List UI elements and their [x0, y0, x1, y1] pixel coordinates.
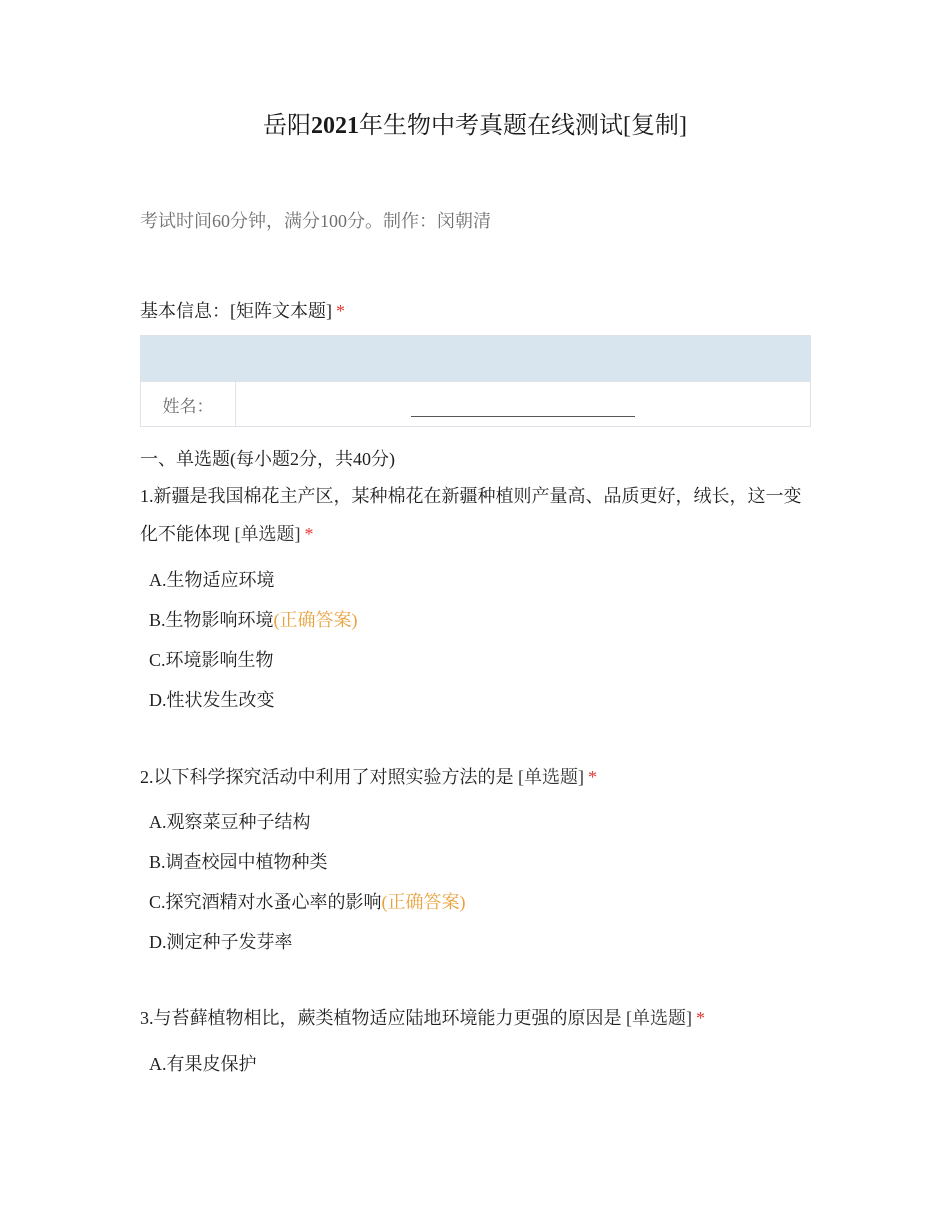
- name-input-cell: [236, 382, 811, 427]
- matrix-header-cell: [236, 336, 811, 382]
- question-type: [单选题]: [234, 524, 301, 544]
- option-3a[interactable]: [149, 1049, 257, 1079]
- question-type: [单选题]: [518, 767, 584, 787]
- matrix-row-label: 姓名：: [141, 382, 236, 427]
- survey-title: [0, 108, 950, 144]
- option-label: C.探究酒精对水蚤心率的影响: [149, 892, 382, 912]
- matrix-table: [140, 335, 811, 427]
- correct-answer-note: (正确答案): [381, 892, 466, 912]
- question-3: [140, 999, 812, 1037]
- matrix-row: [141, 382, 811, 427]
- required-mark: *: [588, 767, 597, 787]
- title-year: 2021: [311, 113, 359, 139]
- question-text: 1.新疆是我国棉花主产区，某种棉花在新疆种植则产量高、品质更好，绒长，这一变化不能体现: [140, 486, 802, 544]
- required-mark: *: [304, 524, 314, 544]
- option-label: B.生物影响环境: [149, 610, 274, 630]
- matrix-question-text: 基本信息：[矩阵文本题]: [140, 301, 332, 321]
- survey-description: 考试时间60分钟，满分100分。制作：闵朝清: [140, 211, 491, 231]
- matrix-header-row: [141, 336, 811, 382]
- question-text: 2.以下科学探究活动中利用了对照实验方法的是: [140, 767, 514, 787]
- required-mark: *: [336, 301, 345, 321]
- option-2a[interactable]: [149, 807, 311, 837]
- option-1d[interactable]: [149, 685, 275, 715]
- correct-answer-note: (正确答案): [273, 610, 358, 630]
- matrix-header-cell: [141, 336, 236, 382]
- option-label: A.观察菜豆种子结构: [149, 812, 311, 832]
- option-label: D.性状发生改变: [149, 690, 275, 710]
- option-2b[interactable]: [149, 847, 328, 877]
- question-1: [140, 477, 812, 553]
- option-label: B.调查校园中植物种类: [149, 852, 328, 872]
- option-label: C.环境影响生物: [149, 650, 274, 670]
- title-prefix: 岳阳: [263, 113, 311, 139]
- section-title: 一、单选题(每小题2分，共40分): [140, 449, 395, 469]
- option-1c[interactable]: [149, 645, 274, 675]
- option-2c[interactable]: [149, 887, 466, 917]
- option-1a[interactable]: [149, 565, 275, 595]
- option-label: A.生物适应环境: [149, 570, 275, 590]
- option-1b[interactable]: [149, 605, 358, 635]
- question-text: 3.与苔藓植物相比，蕨类植物适应陆地环境能力更强的原因是: [140, 1008, 622, 1028]
- required-mark: *: [696, 1008, 705, 1028]
- question-2: [140, 758, 812, 796]
- option-label: D.测定种子发芽率: [149, 932, 293, 952]
- matrix-question-label: [140, 297, 345, 325]
- option-2d[interactable]: [149, 927, 293, 957]
- question-type: [单选题]: [626, 1008, 692, 1028]
- name-input-field[interactable]: [411, 398, 635, 417]
- option-label: A.有果皮保护: [149, 1054, 257, 1074]
- title-suffix: 年生物中考真题在线测试[复制]: [359, 113, 687, 139]
